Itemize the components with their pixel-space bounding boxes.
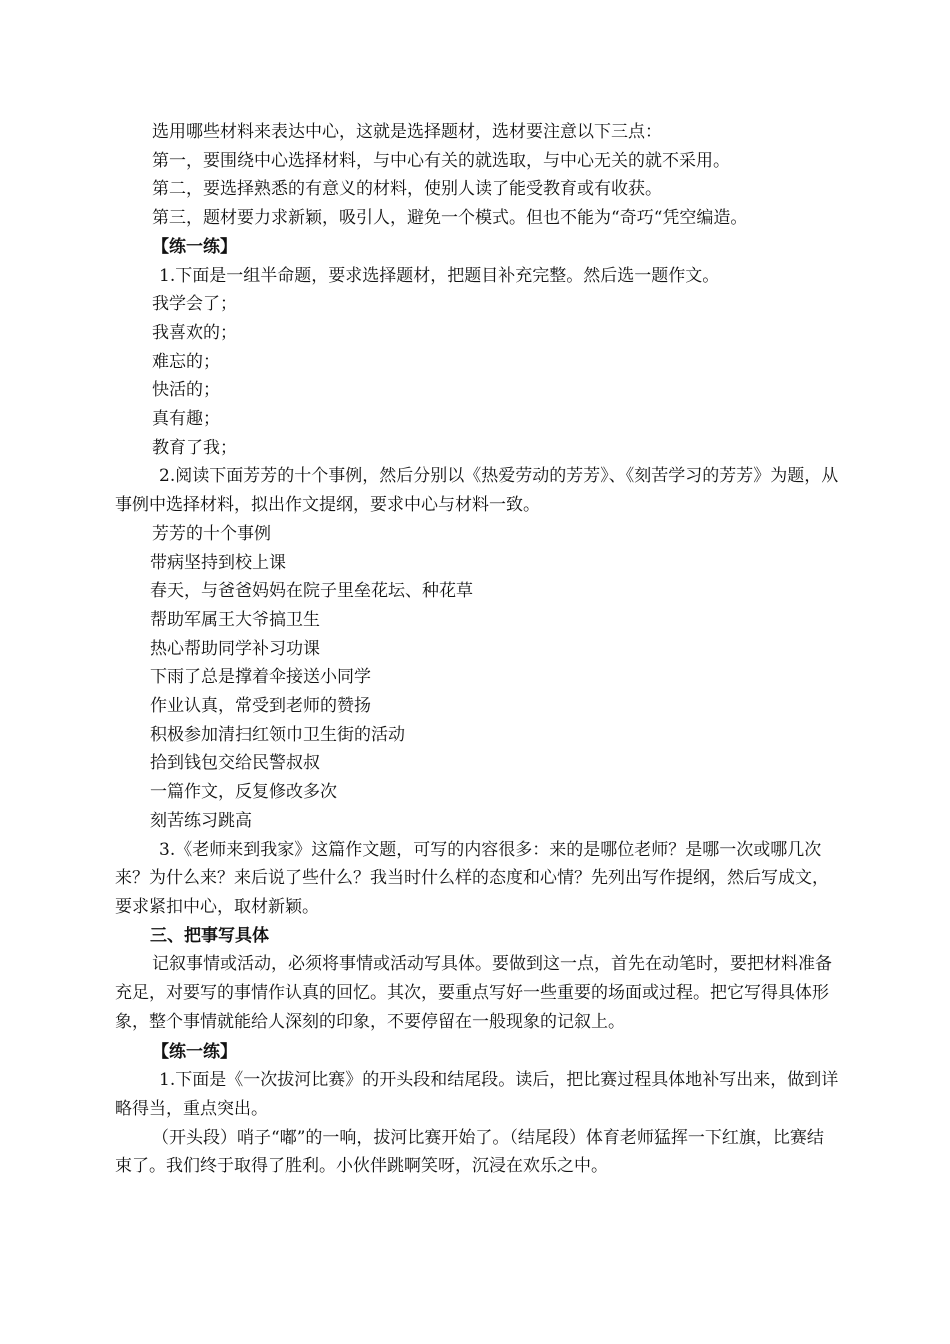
practice2-passage: （开头段）哨子“嘟”的一响，拔河比赛开始了。（结尾段）体育老师猛挥一下红旗，比赛结束了。我们终于取得了胜利。小伙伴跳啊笑呀，沉浸在欢乐之中。 <box>115 1127 824 1177</box>
intro-point-3: 第三，题材要力求新颖，吸引人，避免一个模式。但也不能为“奇巧“凭空编造。 <box>152 208 748 229</box>
practice2-question-1: 1.下面是《一次拔河比赛》的开头段和结尾段。读后，把比赛过程具体地补写出来，做到详略得当，重点突出。 <box>115 1070 839 1119</box>
example-item: 下雨了总是撑着伞接送小同学 <box>150 667 371 688</box>
example-item: 带病坚持到校上课 <box>150 552 286 573</box>
example-item: 春天，与爸爸妈妈在院子里垒花坛、种花草 <box>150 581 473 602</box>
question-2: 2.阅读下面芳芳的十个事例，然后分别以《热爱劳动的芳芳》、《刻苦学习的芳芳》为题，从事例中选择材料，拟出作文提纲，要求中心与材料一致。 <box>115 466 839 516</box>
intro-line: 选用哪些材料来表达中心，这就是选择题材，选材要注意以下三点： <box>152 122 662 142</box>
example-item: 帮助军属王大爷搞卫生 <box>150 609 320 630</box>
intro-point-2: 第二，要选择熟悉的有意义的材料，使别人读了能受教育或有收获。 <box>152 179 662 200</box>
topic-item: 快活的； <box>152 380 220 401</box>
practice-heading: 【练一练】 <box>152 236 237 257</box>
section-heading: 三、把事写具体 <box>150 925 269 946</box>
example-item: 作业认真，常受到老师的赞扬 <box>150 696 371 717</box>
example-item: 刻苦练习跳高 <box>150 810 252 831</box>
question-3: 3.《老师来到我家》这篇作文题，可写的内容很多：来的是哪位老师？是哪一次或哪几次来？为什么来？来后说了些什么？我当时什么样的态度和心情？先列出写作提纲，然后写成文，要求紧扣中心，取材新颖。 <box>115 839 829 917</box>
topic-item: 真有趣； <box>152 409 220 430</box>
example-item: 热心帮助同学补习功课 <box>150 638 320 659</box>
topic-item: 我喜欢的； <box>152 322 237 343</box>
topic-item: 我学会了； <box>152 294 237 315</box>
document-page <box>115 118 840 1181</box>
practice-heading-2: 【练一练】 <box>152 1041 237 1062</box>
question-1: 1.下面是一组半命题，要求选择题材，把题目补充完整。然后选一题作文。 <box>159 265 720 286</box>
topic-item: 难忘的； <box>152 351 220 372</box>
example-item: 拾到钱包交给民警叔叔 <box>150 753 320 774</box>
section-body: 记叙事情或活动，必须将事情或活动写具体。要做到这一点，首先在动笔时，要把材料准备充足，对要写的事情作认真的回忆。其次，要重点写好一些重要的场面或过程。把它写得具体形象，整个事情就能给人深刻的印象，不要停留在一般现象的记叙上。 <box>115 954 832 1032</box>
intro-point-1: 第一，要围绕中心选择材料，与中心有关的就选取，与中心无关的就不采用。 <box>152 150 730 171</box>
examples-title: 芳芳的十个事例 <box>152 523 271 544</box>
example-item: 积极参加清扫红领巾卫生街的活动 <box>150 724 405 745</box>
example-item: 一篇作文，反复修改多次 <box>150 782 337 803</box>
topic-item: 教育了我； <box>152 437 237 458</box>
